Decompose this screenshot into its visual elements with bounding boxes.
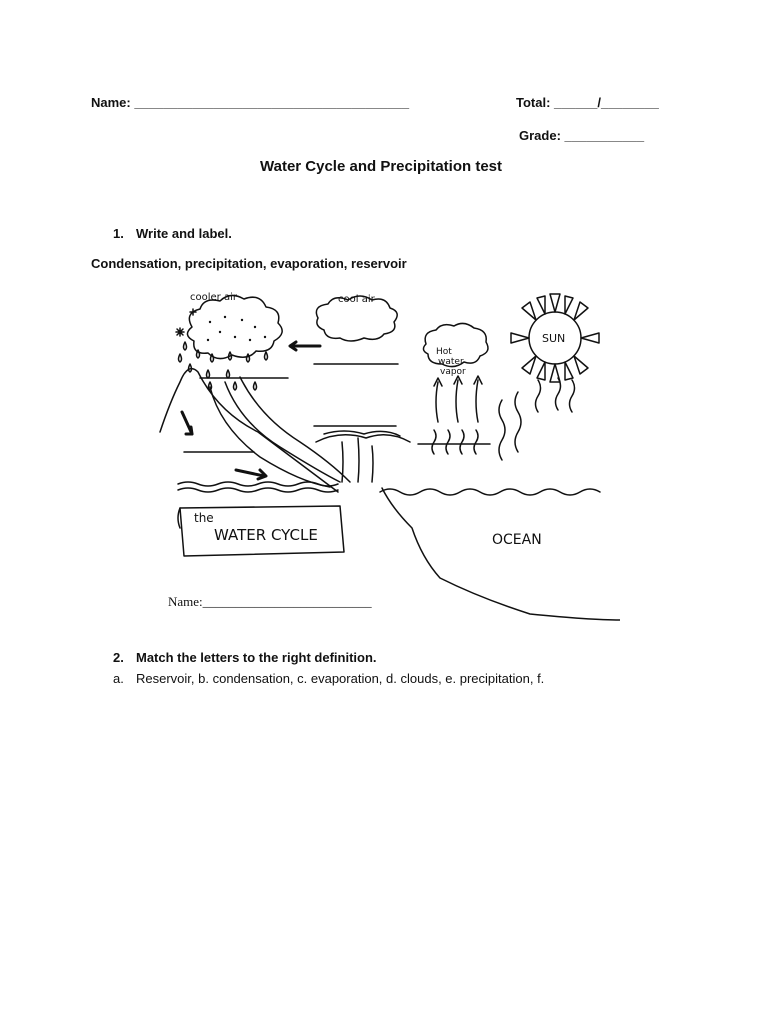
- raindrops: [179, 342, 268, 390]
- diagram-name-field: Name:__________________________: [168, 594, 372, 609]
- grade-field-label: Grade: ___________: [519, 128, 645, 143]
- q2-items: Reservoir, b. condensation, c. evaporation, d. clouds, e. precipitation, f.: [136, 671, 545, 686]
- q2-prompt: Match the letters to the right definition.: [136, 650, 377, 665]
- snowflakes: [176, 309, 196, 336]
- page-title: Water Cycle and Precipitation test: [260, 158, 503, 175]
- label-vapor: vapor: [440, 367, 466, 377]
- name-field-label: Name: ______________________________________: [91, 95, 410, 110]
- label-hot: Hot: [436, 347, 452, 357]
- label-banner-the: the: [194, 511, 214, 525]
- q2-number: 2.: [113, 650, 124, 665]
- coast-cliff: [382, 488, 620, 620]
- q2-item-letter: a.: [113, 671, 124, 686]
- water-cycle-drawing: [150, 282, 620, 622]
- water-cycle-diagram: [150, 282, 620, 622]
- label-cool-air: cool air: [338, 294, 375, 305]
- q1-prompt: Write and label.: [136, 226, 232, 241]
- label-banner-title: WATER CYCLE: [214, 526, 318, 544]
- label-sun: SUN: [542, 332, 566, 345]
- vapor-arrows: [434, 376, 482, 422]
- label-cooler-air: cooler air: [190, 292, 237, 303]
- label-ocean: OCEAN: [492, 532, 542, 548]
- evaporation-squiggles: [432, 378, 575, 460]
- rain-cloud: [187, 295, 282, 358]
- palm-trees: [316, 431, 410, 482]
- q1-word-bank: Condensation, precipitation, evaporation, reservoir: [91, 256, 407, 271]
- ocean-waves: [380, 489, 600, 495]
- label-water: water: [438, 357, 464, 367]
- total-field-label: Total: ______/________: [516, 95, 659, 110]
- q1-number: 1.: [113, 226, 124, 241]
